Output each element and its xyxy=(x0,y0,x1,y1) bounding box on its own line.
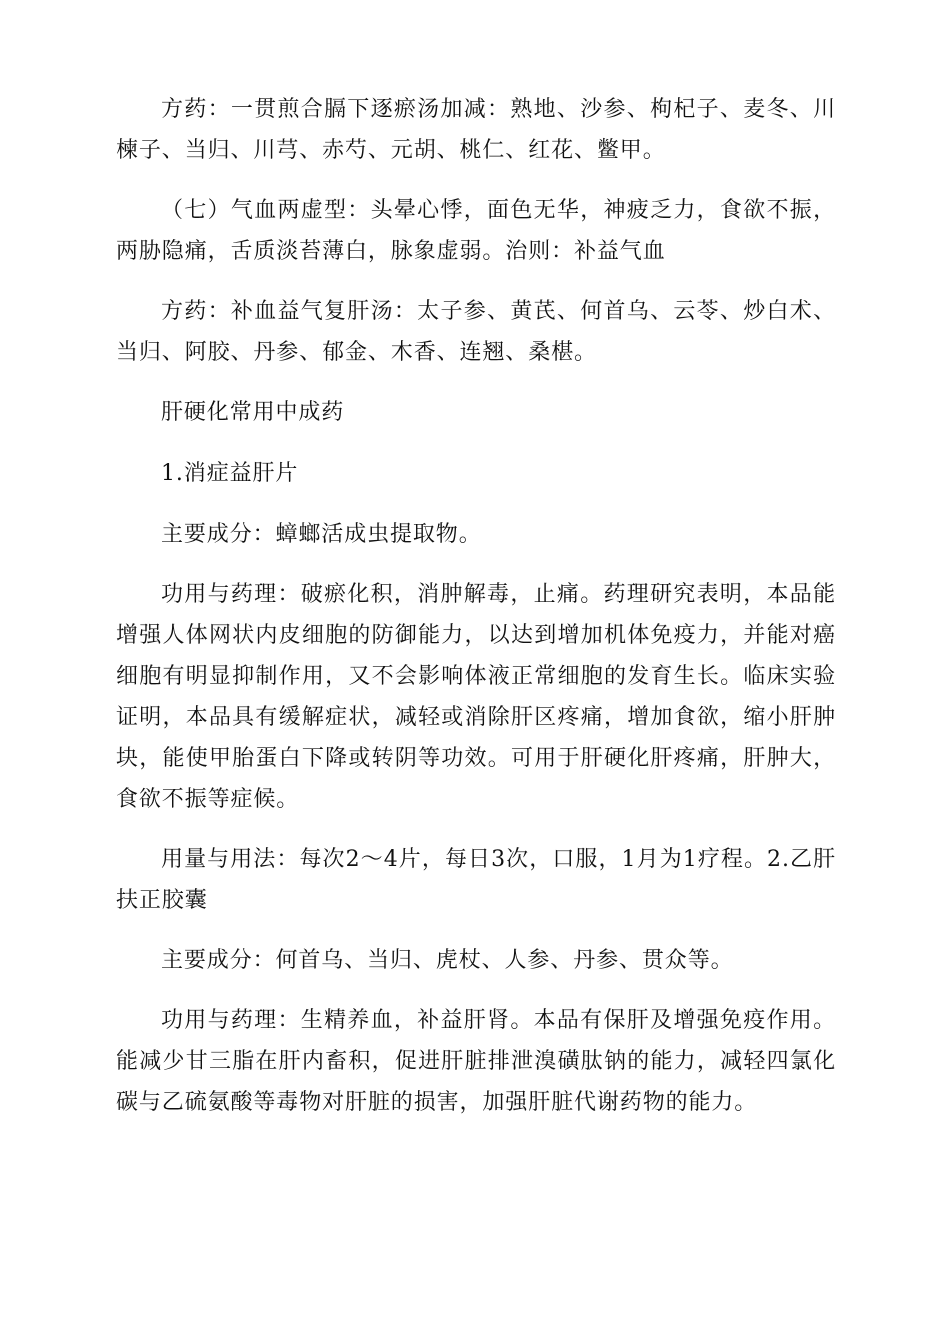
paragraph-prescription-yiguanjian: 方药：一贯煎合膈下逐瘀汤加减：熟地、沙参、枸杞子、麦冬、川楝子、当归、川芎、赤芍、元胡、桃仁、红花、鳖甲。 xyxy=(116,97,836,163)
paragraph-dosage-usage-1: 用量与用法：每次2～4片，每日3次，口服，1月为1疗程。2.乙肝扶正胶囊 xyxy=(116,847,836,913)
paragraph-main-ingredients-1: 主要成分：蟑螂活成虫提取物。 xyxy=(161,522,482,547)
item-heading-xiaozheng-yigan-pian: 1.消症益肝片 xyxy=(161,461,299,486)
paragraph-prescription-buxue-yiqi: 方药：补血益气复肝汤：太子参、黄芪、何首乌、云苓、炒白术、当归、阿胶、丹参、郁金、木香、连翘、桑椹。 xyxy=(116,299,836,365)
section-heading-patent-medicines: 肝硬化常用中成药 xyxy=(161,400,345,425)
paragraph-function-pharmacology-1: 功用与药理：破瘀化积，消肿解毒，止痛。药理研究表明，本品能增强人体网状内皮细胞的防御能力，以达到增加机体免疫力，并能对癌细胞有明显抑制作用，又不会影响体液正常细胞的发育生长。临床实验证明，本品具有缓解症状，减轻或消除肝区疼痛，增加食欲，缩小肝肿块，能使甲胎蛋白下降或转阴等功效。可用于肝硬化肝疼痛，肝肿大，食欲不振等症候。 xyxy=(116,582,836,812)
paragraph-function-pharmacology-2: 功用与药理：生精养血，补益肝肾。本品有保肝及增强免疫作用。能减少甘三脂在肝内畜积，促进肝脏排泄溴磺肽钠的能力，减轻四氯化碳与乙硫氨酸等毒物对肝脏的损害，加强肝脏代谢药物的能力。 xyxy=(116,1008,836,1115)
paragraph-qi-blood-deficiency-type: （七）气血两虚型：头晕心悸，面色无华，神疲乏力，食欲不振，两胁隐痛，舌质淡苔薄白，脉象虚弱。治则：补益气血 xyxy=(116,198,836,264)
paragraph-main-ingredients-2: 主要成分：何首乌、当归、虎杖、人参、丹参、贯众等。 xyxy=(161,948,734,973)
document-body xyxy=(116,89,836,1142)
